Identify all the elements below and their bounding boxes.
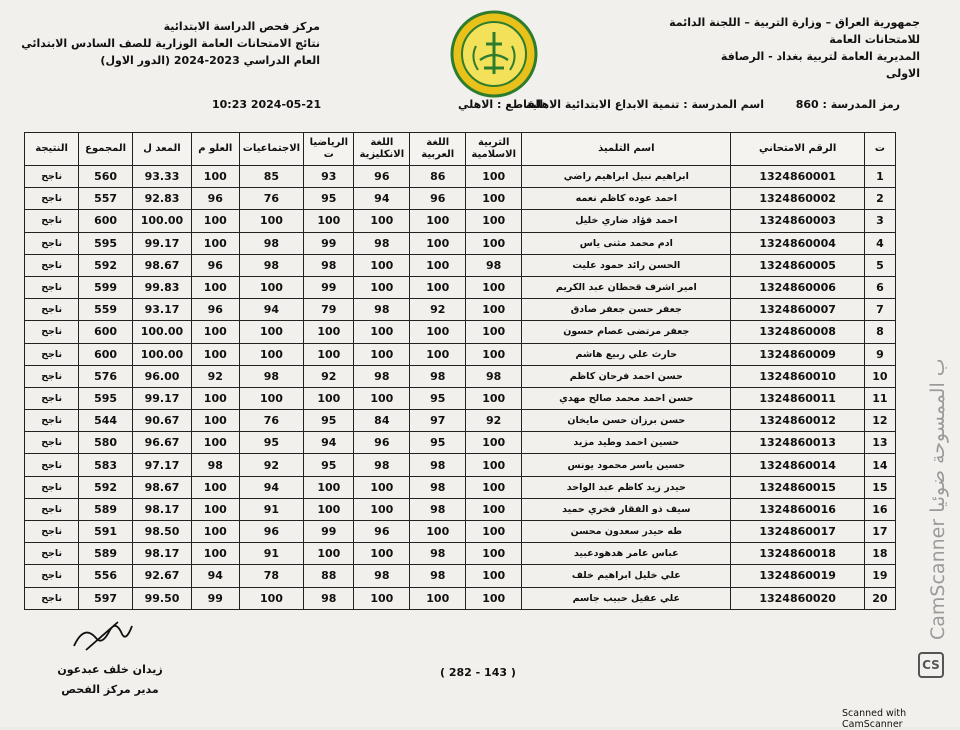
arabic-score: 97: [410, 410, 466, 432]
table-row: [25, 432, 896, 454]
row-number: 18: [864, 543, 895, 565]
row-number: 7: [864, 299, 895, 321]
total: 599: [79, 276, 133, 298]
arabic-score: 98: [410, 454, 466, 476]
arabic-score: 98: [410, 498, 466, 520]
islamic-score: 100: [466, 498, 522, 520]
islamic-score: 100: [466, 565, 522, 587]
science-score: 100: [192, 521, 240, 543]
results-table: [24, 132, 896, 610]
islamic-score: 100: [466, 299, 522, 321]
result: ناجح: [25, 454, 79, 476]
arabic-score: 92: [410, 299, 466, 321]
result: ناجح: [25, 210, 79, 232]
row-number: 19: [864, 565, 895, 587]
table-row: [25, 521, 896, 543]
table-row: [25, 410, 896, 432]
english-score: 98: [354, 232, 410, 254]
social-score: 100: [239, 387, 304, 409]
exam-number: 1324860017: [731, 521, 864, 543]
arabic-score: 98: [410, 365, 466, 387]
english-score: 96: [354, 166, 410, 188]
student-name: احمد فؤاد ضاري خليل: [522, 210, 731, 232]
social-score: 98: [239, 232, 304, 254]
average: 99.17: [132, 232, 191, 254]
exam-number: 1324860014: [731, 454, 864, 476]
math-score: 98: [304, 587, 354, 609]
academic-year-line: العام الدراسي 2023-2024 (الدور الاول): [100, 54, 320, 67]
exam-number: 1324860012: [731, 410, 864, 432]
col-header-seq: ت: [864, 133, 895, 166]
result: ناجح: [25, 365, 79, 387]
student-name: عباس عامر هدهودعبيد: [522, 543, 731, 565]
student-name: احمد عوده كاظم نعمه: [522, 188, 731, 210]
result: ناجح: [25, 299, 79, 321]
student-name: ادم محمد مثنى ياس: [522, 232, 731, 254]
average: 100.00: [132, 343, 191, 365]
social-score: 94: [239, 299, 304, 321]
student-name: سيف ذو الفقار فخري حميد: [522, 498, 731, 520]
page-number: ( 282 - 143 ): [440, 666, 516, 679]
result: ناجح: [25, 543, 79, 565]
row-number: 10: [864, 365, 895, 387]
average: 96.00: [132, 365, 191, 387]
scanned-with-text: Scanned with CamScanner: [842, 708, 907, 730]
science-score: 100: [192, 410, 240, 432]
science-score: 100: [192, 498, 240, 520]
average: 98.50: [132, 521, 191, 543]
math-score: 95: [304, 410, 354, 432]
social-score: 91: [239, 498, 304, 520]
social-score: 100: [239, 210, 304, 232]
average: 90.67: [132, 410, 191, 432]
timestamp: 10:23 2024-05-21: [212, 98, 322, 111]
english-score: 100: [354, 476, 410, 498]
science-score: 100: [192, 343, 240, 365]
math-score: 95: [304, 454, 354, 476]
islamic-score: 98: [466, 365, 522, 387]
average: 98.67: [132, 476, 191, 498]
social-score: 98: [239, 254, 304, 276]
result: ناجح: [25, 498, 79, 520]
row-number: 15: [864, 476, 895, 498]
student-name: حسن احمد فرحان كاظم: [522, 365, 731, 387]
total: 559: [79, 299, 133, 321]
average: 92.83: [132, 188, 191, 210]
average: 100.00: [132, 321, 191, 343]
average: 98.17: [132, 498, 191, 520]
exam-number: 1324860011: [731, 387, 864, 409]
islamic-score: 100: [466, 210, 522, 232]
english-score: 100: [354, 210, 410, 232]
student-name: جعفر حسن جعفر صادق: [522, 299, 731, 321]
english-score: 100: [354, 343, 410, 365]
exam-number: 1324860006: [731, 276, 864, 298]
science-score: 98: [192, 454, 240, 476]
english-score: 100: [354, 543, 410, 565]
table-row: [25, 188, 896, 210]
islamic-score: 100: [466, 521, 522, 543]
exam-number: 1324860005: [731, 254, 864, 276]
average: 93.17: [132, 299, 191, 321]
row-number: 14: [864, 454, 895, 476]
signature-icon: [66, 616, 136, 656]
row-number: 6: [864, 276, 895, 298]
science-score: 96: [192, 299, 240, 321]
student-name: حيدر زيد كاظم عبد الواحد: [522, 476, 731, 498]
science-score: 96: [192, 188, 240, 210]
table-row: [25, 299, 896, 321]
english-score: 96: [354, 432, 410, 454]
row-number: 3: [864, 210, 895, 232]
social-score: 100: [239, 343, 304, 365]
ministry-seal-icon: [450, 10, 538, 98]
arabic-score: 100: [410, 587, 466, 609]
english-score: 100: [354, 587, 410, 609]
table-row: [25, 365, 896, 387]
signer-title: مدير مركز الفحص: [61, 683, 159, 696]
student-name: ابراهيم نبيل ابراهيم راضي: [522, 166, 731, 188]
table-row: [25, 498, 896, 520]
row-number: 11: [864, 387, 895, 409]
header-right-block: [620, 14, 920, 82]
total: 600: [79, 343, 133, 365]
student-name: علي خليل ابراهيم خلف: [522, 565, 731, 587]
social-score: 94: [239, 476, 304, 498]
school-name: اسم المدرسة : تنمية الابداع الابتدائية الاهلية: [525, 98, 764, 111]
student-name: علي عقيل حبيب جاسم: [522, 587, 731, 609]
average: 96.67: [132, 432, 191, 454]
row-number: 9: [864, 343, 895, 365]
english-score: 100: [354, 321, 410, 343]
islamic-score: 100: [466, 432, 522, 454]
islamic-score: 100: [466, 543, 522, 565]
math-score: 100: [304, 321, 354, 343]
social-score: 76: [239, 410, 304, 432]
social-score: 96: [239, 521, 304, 543]
result: ناجح: [25, 343, 79, 365]
result: ناجح: [25, 565, 79, 587]
math-score: 79: [304, 299, 354, 321]
table-row: [25, 565, 896, 587]
english-score: 98: [354, 454, 410, 476]
arabic-score: 86: [410, 166, 466, 188]
ministry-line: جمهورية العراق – وزارة التربية – اللجنة الدائمة للامتحانات العامة: [669, 16, 920, 46]
camscanner-watermark: [914, 260, 958, 700]
social-score: 92: [239, 454, 304, 476]
student-name: جعفر مرتضى عصام حسون: [522, 321, 731, 343]
student-name: حسين احمد وطيد مزيد: [522, 432, 731, 454]
total: 592: [79, 476, 133, 498]
row-number: 13: [864, 432, 895, 454]
signer-name: زيدان خلف عبدعون: [57, 663, 163, 676]
exam-number: 1324860013: [731, 432, 864, 454]
math-score: 99: [304, 276, 354, 298]
camscanner-badge: CS: [918, 652, 944, 678]
math-score: 100: [304, 543, 354, 565]
signer-block: [40, 660, 180, 700]
social-score: 100: [239, 276, 304, 298]
social-score: 95: [239, 432, 304, 454]
student-name: امير اشرف قحطان عبد الكريم: [522, 276, 731, 298]
social-score: 91: [239, 543, 304, 565]
arabic-score: 95: [410, 387, 466, 409]
social-score: 100: [239, 587, 304, 609]
total: 576: [79, 365, 133, 387]
total: 544: [79, 410, 133, 432]
region-line: الاولى: [885, 67, 920, 80]
col-header-exam-number: الرقم الامتحاني: [731, 133, 864, 166]
table-row: [25, 232, 896, 254]
student-name: حسن احمد محمد صالح مهدي: [522, 387, 731, 409]
english-score: 100: [354, 387, 410, 409]
math-score: 92: [304, 365, 354, 387]
science-score: 99: [192, 587, 240, 609]
math-score: 100: [304, 498, 354, 520]
result: ناجح: [25, 476, 79, 498]
student-name: حسن برزان حسن مايخان: [522, 410, 731, 432]
student-name: حارث علي ربيع هاشم: [522, 343, 731, 365]
result: ناجح: [25, 321, 79, 343]
col-header-result: النتيجة: [25, 133, 79, 166]
average: 99.83: [132, 276, 191, 298]
row-number: 2: [864, 188, 895, 210]
math-score: 98: [304, 254, 354, 276]
total: 580: [79, 432, 133, 454]
math-score: 95: [304, 188, 354, 210]
table-row: [25, 276, 896, 298]
table-row: [25, 166, 896, 188]
row-number: 1: [864, 166, 895, 188]
science-score: 100: [192, 166, 240, 188]
exam-number: 1324860020: [731, 587, 864, 609]
row-number: 17: [864, 521, 895, 543]
arabic-score: 100: [410, 343, 466, 365]
row-number: 8: [864, 321, 895, 343]
exam-number: 1324860010: [731, 365, 864, 387]
arabic-score: 98: [410, 543, 466, 565]
result: ناجح: [25, 387, 79, 409]
exam-number: 1324860007: [731, 299, 864, 321]
row-number: 12: [864, 410, 895, 432]
col-header-islamic: التربية الاسلامية: [466, 133, 522, 166]
table-header-row: [25, 133, 896, 166]
science-score: 100: [192, 543, 240, 565]
result: ناجح: [25, 166, 79, 188]
col-header-arabic: اللغة العربية: [410, 133, 466, 166]
total: 589: [79, 498, 133, 520]
english-score: 100: [354, 276, 410, 298]
student-name: حسين ياسر محمود يونس: [522, 454, 731, 476]
table-row: [25, 543, 896, 565]
islamic-score: 100: [466, 454, 522, 476]
arabic-score: 100: [410, 321, 466, 343]
exam-number: 1324860018: [731, 543, 864, 565]
camscanner-vertical-text: CamScanner ب الممسوحة ضوئيا: [927, 358, 949, 640]
math-score: 100: [304, 476, 354, 498]
arabic-score: 100: [410, 521, 466, 543]
social-score: 85: [239, 166, 304, 188]
english-score: 100: [354, 498, 410, 520]
math-score: 99: [304, 521, 354, 543]
total: 583: [79, 454, 133, 476]
total: 597: [79, 587, 133, 609]
school-code: رمز المدرسة : 860: [795, 98, 900, 111]
english-score: 98: [354, 365, 410, 387]
islamic-score: 100: [466, 387, 522, 409]
arabic-score: 96: [410, 188, 466, 210]
col-header-science: العلو م: [192, 133, 240, 166]
science-score: 100: [192, 276, 240, 298]
table-row: [25, 587, 896, 609]
english-score: 94: [354, 188, 410, 210]
table-row: [25, 343, 896, 365]
arabic-score: 100: [410, 276, 466, 298]
islamic-score: 100: [466, 188, 522, 210]
math-score: 94: [304, 432, 354, 454]
exam-number: 1324860002: [731, 188, 864, 210]
result: ناجح: [25, 232, 79, 254]
math-score: 99: [304, 232, 354, 254]
col-header-student-name: اسم التلميذ: [522, 133, 731, 166]
col-header-social: الاجتماعيات: [239, 133, 304, 166]
sector: القاطع : الاهلي: [458, 98, 544, 111]
exam-number: 1324860004: [731, 232, 864, 254]
result: ناجح: [25, 432, 79, 454]
result: ناجح: [25, 410, 79, 432]
center-line: مركز فحص الدراسة الابتدائية: [163, 20, 320, 33]
social-score: 78: [239, 565, 304, 587]
results-title: نتائج الامتحانات العامة الوزارية للصف السادس الابتدائي: [21, 37, 320, 50]
exam-number: 1324860003: [731, 210, 864, 232]
arabic-score: 95: [410, 432, 466, 454]
arabic-score: 100: [410, 254, 466, 276]
total: 560: [79, 166, 133, 188]
result: ناجح: [25, 276, 79, 298]
col-header-math: الرياضيا ت: [304, 133, 354, 166]
average: 99.17: [132, 387, 191, 409]
islamic-score: 98: [466, 254, 522, 276]
science-score: 92: [192, 365, 240, 387]
total: 592: [79, 254, 133, 276]
total: 595: [79, 387, 133, 409]
exam-number: 1324860001: [731, 166, 864, 188]
science-score: 100: [192, 210, 240, 232]
social-score: 76: [239, 188, 304, 210]
total: 557: [79, 188, 133, 210]
average: 92.67: [132, 565, 191, 587]
total: 595: [79, 232, 133, 254]
english-score: 96: [354, 521, 410, 543]
islamic-score: 100: [466, 476, 522, 498]
row-number: 5: [864, 254, 895, 276]
science-score: 100: [192, 432, 240, 454]
science-score: 100: [192, 476, 240, 498]
average: 98.17: [132, 543, 191, 565]
arabic-score: 98: [410, 476, 466, 498]
exam-number: 1324860016: [731, 498, 864, 520]
math-score: 100: [304, 387, 354, 409]
average: 98.67: [132, 254, 191, 276]
total: 591: [79, 521, 133, 543]
total: 589: [79, 543, 133, 565]
exam-number: 1324860019: [731, 565, 864, 587]
total: 600: [79, 210, 133, 232]
average: 100.00: [132, 210, 191, 232]
social-score: 100: [239, 321, 304, 343]
directorate-line: المديرية العامة لتربية بغداد - الرصافة: [720, 50, 920, 63]
science-score: 100: [192, 321, 240, 343]
islamic-score: 100: [466, 232, 522, 254]
student-name: طه حيدر سعدون محسن: [522, 521, 731, 543]
science-score: 96: [192, 254, 240, 276]
exam-number: 1324860008: [731, 321, 864, 343]
english-score: 98: [354, 299, 410, 321]
total: 556: [79, 565, 133, 587]
exam-number: 1324860009: [731, 343, 864, 365]
result: ناجح: [25, 587, 79, 609]
science-score: 100: [192, 232, 240, 254]
math-score: 100: [304, 210, 354, 232]
arabic-score: 100: [410, 232, 466, 254]
exam-number: 1324860015: [731, 476, 864, 498]
col-header-total: المجموع: [79, 133, 133, 166]
islamic-score: 100: [466, 166, 522, 188]
student-name: الحسن رائد حمود عليت: [522, 254, 731, 276]
average: 93.33: [132, 166, 191, 188]
english-score: 98: [354, 565, 410, 587]
result: ناجح: [25, 521, 79, 543]
math-score: 88: [304, 565, 354, 587]
arabic-score: 98: [410, 565, 466, 587]
header-left-block: [20, 18, 320, 69]
english-score: 100: [354, 254, 410, 276]
table-row: [25, 210, 896, 232]
islamic-score: 100: [466, 276, 522, 298]
col-header-average: المعد ل: [132, 133, 191, 166]
math-score: 100: [304, 343, 354, 365]
islamic-score: 100: [466, 321, 522, 343]
table-row: [25, 454, 896, 476]
total: 600: [79, 321, 133, 343]
english-score: 84: [354, 410, 410, 432]
arabic-score: 100: [410, 210, 466, 232]
science-score: 100: [192, 387, 240, 409]
islamic-score: 100: [466, 343, 522, 365]
result: ناجح: [25, 254, 79, 276]
average: 97.17: [132, 454, 191, 476]
social-score: 98: [239, 365, 304, 387]
table-row: [25, 321, 896, 343]
math-score: 93: [304, 166, 354, 188]
table-row: [25, 387, 896, 409]
islamic-score: 92: [466, 410, 522, 432]
row-number: 20: [864, 587, 895, 609]
col-header-english: اللغة الانكليزية: [354, 133, 410, 166]
row-number: 4: [864, 232, 895, 254]
table-row: [25, 476, 896, 498]
science-score: 94: [192, 565, 240, 587]
result: ناجح: [25, 188, 79, 210]
islamic-score: 100: [466, 587, 522, 609]
average: 99.50: [132, 587, 191, 609]
row-number: 16: [864, 498, 895, 520]
table-row: [25, 254, 896, 276]
